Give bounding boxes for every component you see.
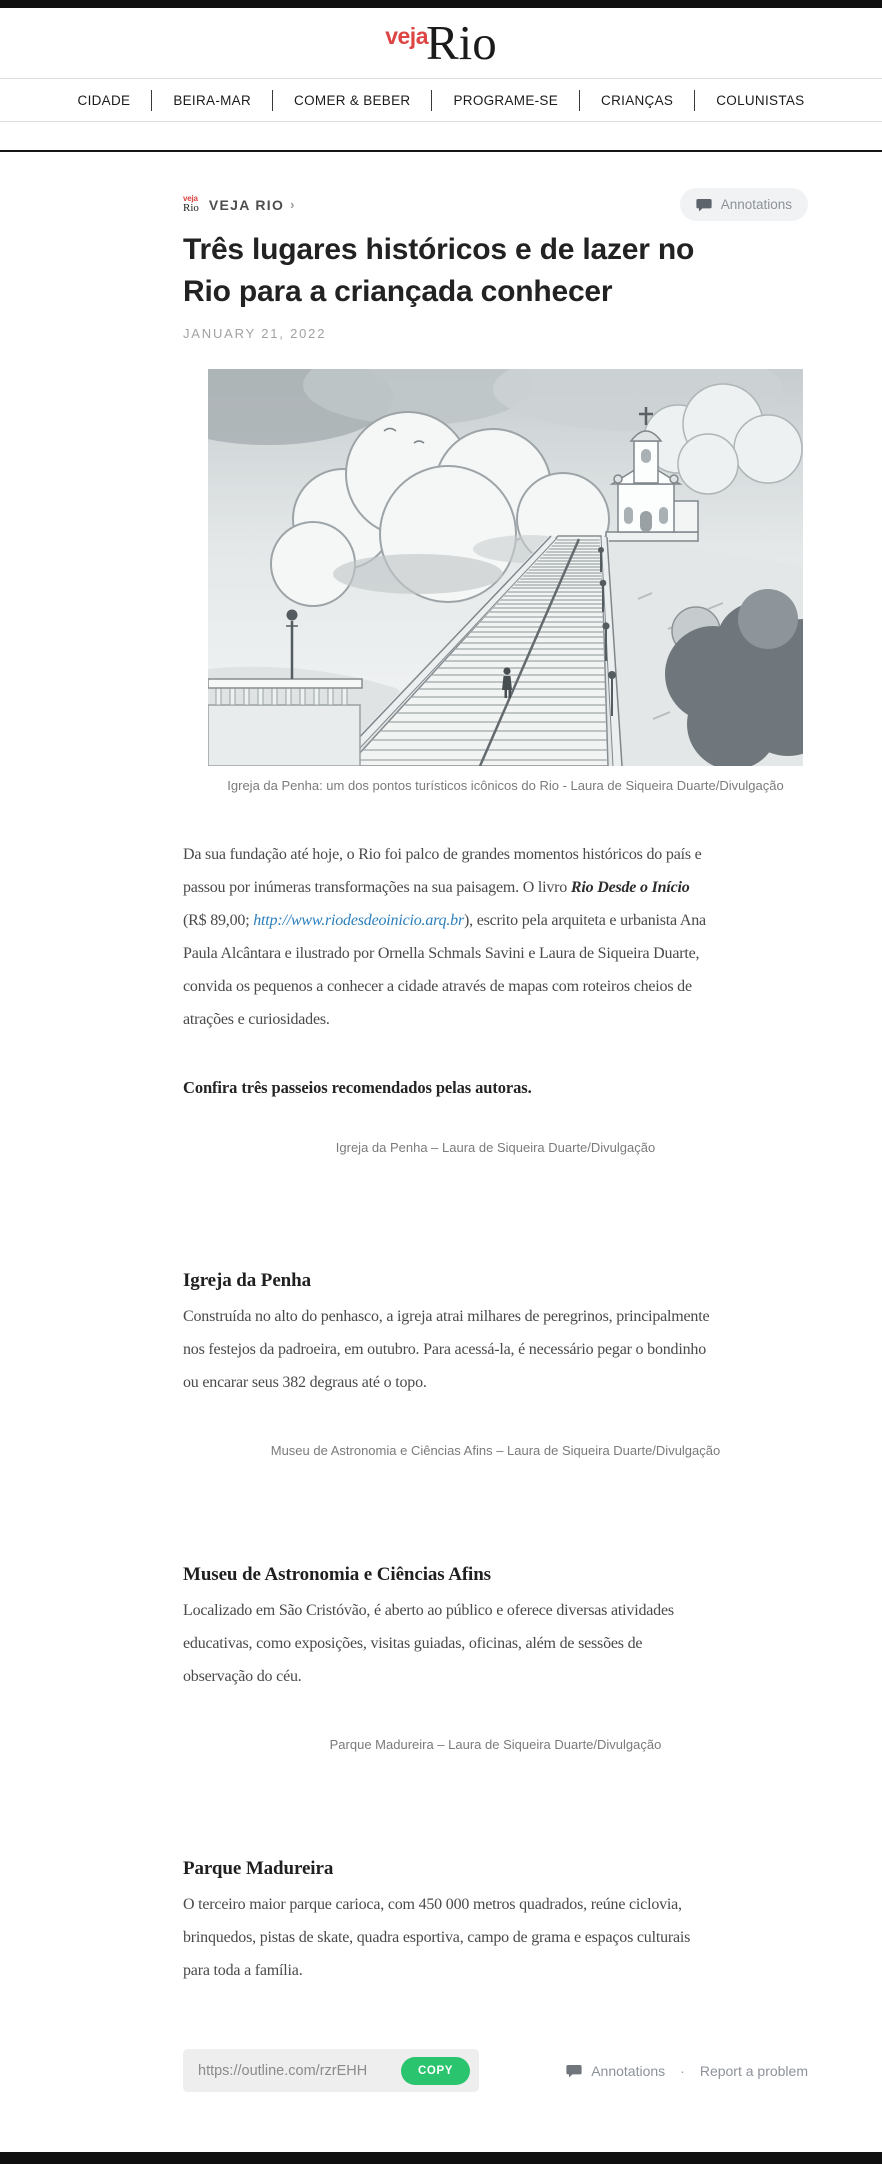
nav-item-criancas[interactable]: CRIANÇAS (579, 90, 694, 111)
logo-rio-text: Rio (425, 14, 497, 70)
intro-text-1: Da sua fundação até hoje, o Rio foi palco de grandes momentos históricos do país e passou por inúmeras transformações na sua paisagem. O livro (183, 846, 702, 896)
copy-button[interactable]: COPY (401, 2057, 470, 2085)
annotations-icon (696, 198, 712, 212)
annotations-icon (566, 2064, 582, 2078)
veja-rio-mini-logo-icon (183, 195, 199, 214)
intro-paragraph (183, 838, 713, 1036)
section-body: Localizado em São Cristóvão, é aberto ao público e oferece diversas atividades educativas, como exposições, visitas guiadas, oficinas, além de sessões de observação do céu. (183, 1602, 674, 1685)
annotations-button[interactable] (680, 188, 808, 221)
top-black-bar (0, 0, 882, 8)
annotations-button-label: Annotations (720, 197, 792, 212)
report-problem-label: Report a problem (699, 2062, 808, 2079)
nav-item-colunistas[interactable]: COLUNISTAS (694, 90, 825, 111)
section-caption: Museu de Astronomia e Ciências Afins – Laura de Siqueira Duarte/Divulgação (270, 1443, 721, 1458)
footer-links (566, 2063, 808, 2079)
bottom-black-bar (0, 2152, 882, 2164)
section-heading: Museu de Astronomia e Ciências Afins (183, 1564, 491, 1585)
mini-logo-rio: Rio (183, 202, 199, 214)
article-title-line-2: Rio para a criançada conhecer (183, 275, 613, 308)
mini-logo-veja: veja (183, 194, 198, 203)
publish-date: JANUARY 21, 2022 (183, 326, 327, 341)
lead-sentence: Confira três passeios recomendados pelas autoras. (183, 1078, 532, 1097)
breadcrumb-row (183, 188, 808, 221)
nav-item-beira-mar[interactable]: BEIRA-MAR (151, 90, 272, 111)
intro-text-2: (R$ 89,00; (183, 912, 254, 929)
breadcrumb[interactable] (183, 195, 294, 214)
section-caption: Igreja da Penha – Laura de Siqueira Duarte/Divulgação (335, 1140, 656, 1155)
intro-text-3: ), escrito pela arquiteta e urbanista Ana Paula Alcântara e ilustrado por Ornella Schmals Savini e Laura de Siqueira Duarte, convida os pequenos a conhecer a cidade através de mapas com roteiros cheios de atrações e curiosidades. (183, 912, 706, 1028)
article-title-line-1: Três lugares históricos e de lazer no (183, 233, 695, 266)
masthead (0, 8, 882, 78)
share-footer (183, 2049, 808, 2092)
nav-item-comer-e-beber[interactable]: COMER & BEBER (272, 90, 431, 111)
breadcrumb-label: VEJA RIO (208, 196, 285, 213)
section-caption: Parque Madureira – Laura de Siqueira Duarte/Divulgação (329, 1737, 662, 1752)
share-url: https://outline.com/rzrEHH (198, 2062, 368, 2079)
article (183, 152, 808, 2092)
main-nav (0, 78, 882, 122)
chevron-right-icon: › (290, 197, 295, 212)
book-title: Rio Desde o Início (570, 879, 690, 896)
section-heading: Igreja da Penha (183, 1270, 311, 1291)
hero-caption: Igreja da Penha: um dos pontos turísticos icônicos do Rio - Laura de Siqueira Duarte/Divulgação (227, 778, 784, 793)
nav-item-cidade[interactable]: CIDADE (77, 92, 131, 108)
nav-item-programe-se[interactable]: PROGRAME-SE (431, 90, 579, 111)
section-body: O terceiro maior parque carioca, com 450 000 metros quadrados, reúne ciclovia, brinquedos, pistas de skate, quadra esportiva, campo de grama e espaços culturais para toda a família. (183, 1896, 691, 1979)
logo-veja-text: veja (385, 22, 428, 49)
footer-separator-dot: · (680, 2062, 685, 2079)
share-url-box (183, 2049, 479, 2092)
footer-annotations-link[interactable] (566, 2063, 665, 2079)
section-heading: Parque Madureira (183, 1858, 334, 1879)
hero-illustration (208, 369, 803, 766)
report-problem-link[interactable] (700, 2063, 808, 2079)
footer-annotations-label: Annotations (591, 2062, 666, 2079)
article-title (183, 229, 808, 313)
section-body: Construída no alto do penhasco, a igreja atrai milhares de peregrinos, principalmente nos festejos da padroeira, em outubro. Para acessá-la, é necessário pegar o bondinho ou encarar seus 382 degraus até o topo. (183, 1308, 710, 1391)
book-link[interactable]: http://www.riodesdeoinicio.arq.br (253, 912, 464, 929)
veja-rio-logo[interactable] (385, 14, 497, 70)
